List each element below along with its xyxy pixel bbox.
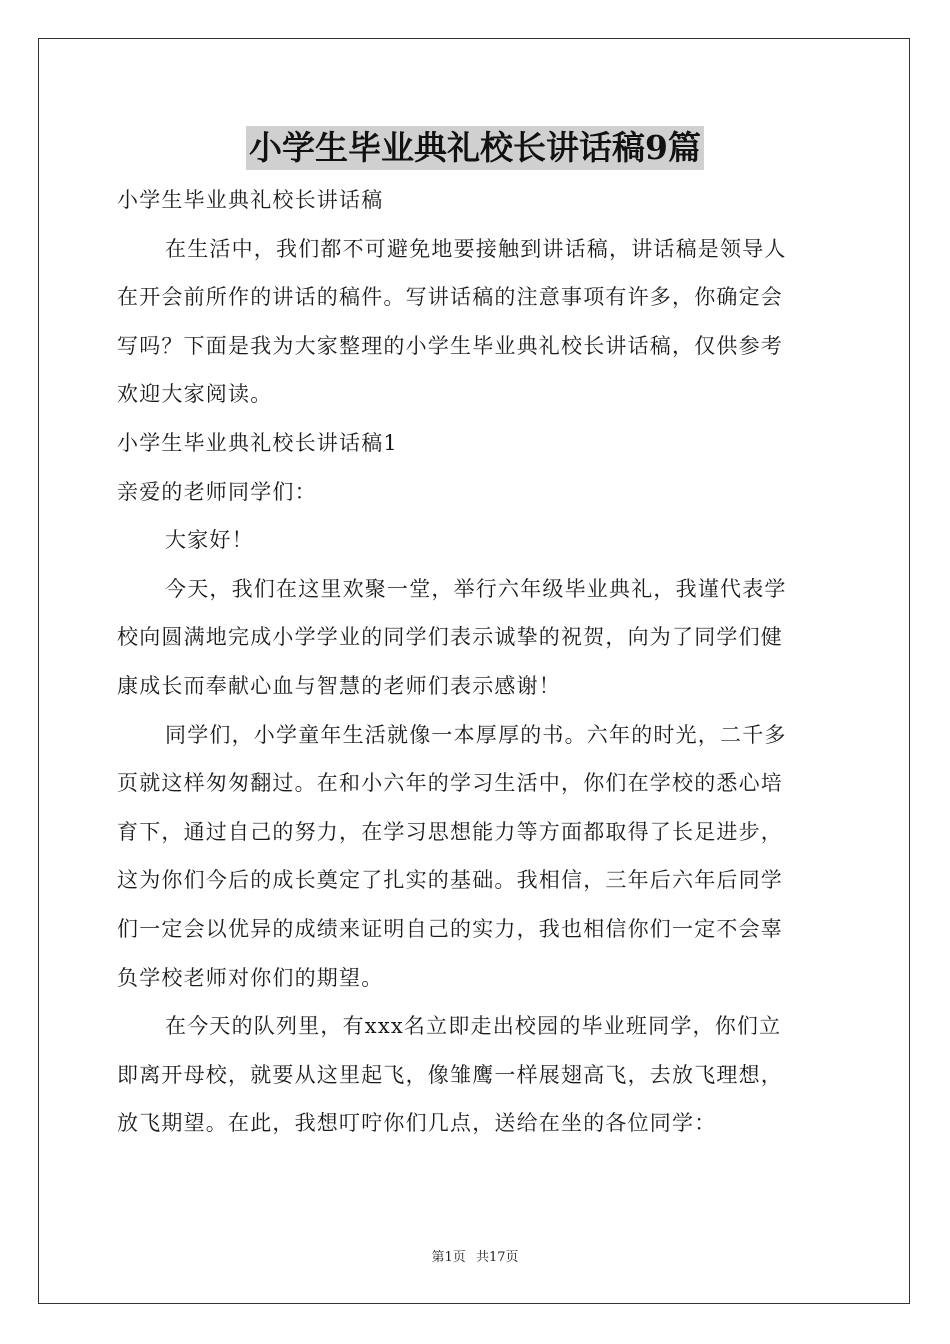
page-number: 第1页 xyxy=(431,1250,466,1265)
text-line: 在开会前所作的讲话的稿件。写讲话稿的注意事项有许多，你确定会 xyxy=(117,285,783,310)
text-line: 欢迎大家阅读。 xyxy=(117,382,273,407)
document-title: 小学生毕业典礼校长讲话稿9篇 xyxy=(246,126,704,170)
text-line: 小学生毕业典礼校长讲话稿1 xyxy=(117,430,398,455)
text-line: 即离开母校，就要从这里起飞，像雏鹰一样展翅高飞，去放飞理想， xyxy=(117,1062,783,1087)
text-line: 页就这样匆匆翻过。在和小六年的学习生活中，你们在学校的悉心培 xyxy=(117,771,783,796)
document-body xyxy=(117,176,837,1148)
text-line: 负学校老师对你们的期望。 xyxy=(117,965,384,990)
text-line: 大家好！ xyxy=(165,528,254,553)
page-total: 共17页 xyxy=(475,1250,519,1265)
text-line: 写吗？下面是我为大家整理的小学生毕业典礼校长讲话稿，仅供参考 xyxy=(117,333,783,358)
text-line: 在生活中，我们都不可避免地要接触到讲话稿，讲话稿是领导人 xyxy=(165,236,787,261)
text-line: 康成长而奉献心血与智慧的老师们表示感谢！ xyxy=(117,673,561,698)
text-line: 今天，我们在这里欢聚一堂，举行六年级毕业典礼，我谨代表学 xyxy=(165,576,787,601)
text-line: 亲爱的老师同学们： xyxy=(117,479,317,504)
text-line: 这为你们今后的成长奠定了扎实的基础。我相信，三年后六年后同学 xyxy=(117,868,783,893)
text-line: 们一定会以优异的成绩来证明自己的实力，我也相信你们一定不会辜 xyxy=(117,916,783,941)
title-container xyxy=(0,126,950,170)
text-line: 校向圆满地完成小学学业的同学们表示诚挚的祝贺，向为了同学们健 xyxy=(117,625,783,650)
text-line: 在今天的队列里，有xxx名立即走出校园的毕业班同学，你们立 xyxy=(165,1014,782,1039)
text-line: 放飞期望。在此，我想叮咛你们几点，送给在坐的各位同学： xyxy=(117,1111,717,1136)
text-line: 同学们，小学童年生活就像一本厚厚的书。六年的时光，二千多 xyxy=(165,722,787,747)
page-footer xyxy=(0,1246,950,1265)
text-line: 小学生毕业典礼校长讲话稿 xyxy=(117,188,384,212)
text-line: 育下，通过自己的努力，在学习思想能力等方面都取得了长足进步， xyxy=(117,819,783,844)
